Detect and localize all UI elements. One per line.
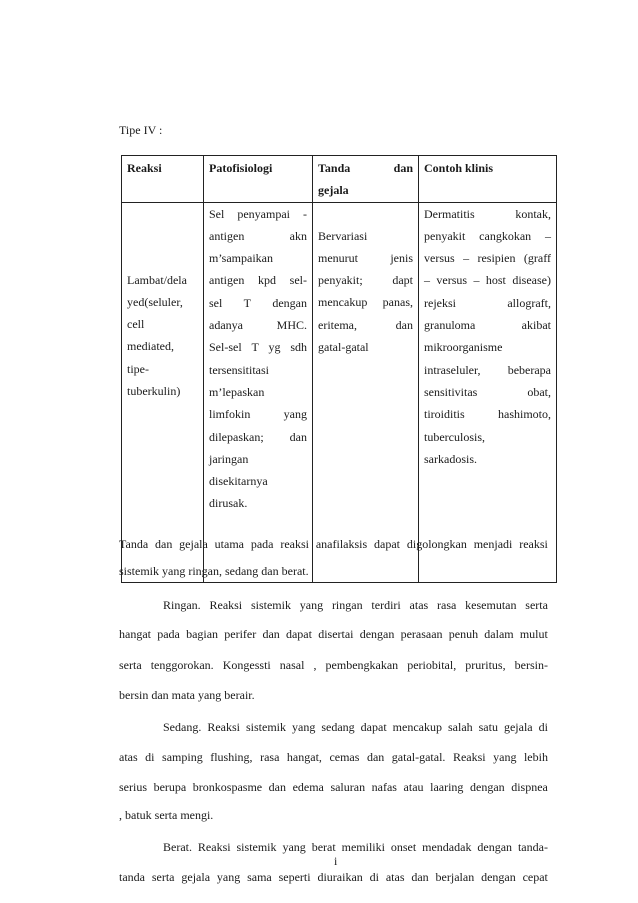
paragraph-line bbox=[119, 538, 548, 550]
word: laaring bbox=[430, 780, 464, 794]
word: edema bbox=[292, 780, 324, 794]
cell-line bbox=[209, 292, 307, 314]
word: yang bbox=[282, 840, 306, 854]
cell-contoh-klinis bbox=[419, 202, 557, 582]
word: granuloma bbox=[424, 318, 476, 333]
word: Kongessti bbox=[222, 658, 271, 672]
paragraph-line: , batuk serta mengi. bbox=[119, 808, 214, 822]
word: Sedang. bbox=[163, 720, 202, 734]
word: digolongkan bbox=[406, 537, 467, 551]
word: dapat bbox=[285, 627, 312, 641]
word: anafilaksis bbox=[315, 537, 368, 551]
patofisiologi-text bbox=[209, 203, 307, 515]
word: bronkospasme bbox=[192, 780, 263, 794]
word: gatal-gatal. bbox=[391, 750, 446, 764]
paragraph-line bbox=[163, 721, 548, 733]
word: Ringan. bbox=[163, 598, 201, 612]
word: obat, bbox=[527, 384, 551, 399]
word: disertai bbox=[318, 627, 354, 641]
cell-line: sarkadosis. bbox=[424, 451, 477, 466]
header-reaksi: Reaksi bbox=[122, 156, 204, 203]
word: atau bbox=[403, 780, 424, 794]
cell-line bbox=[209, 314, 307, 336]
cell-line bbox=[318, 314, 413, 336]
word: T bbox=[251, 340, 259, 355]
word: Tanda bbox=[119, 537, 149, 551]
word: Reaksi bbox=[197, 840, 231, 854]
header-patofisiologi: Patofisiologi bbox=[204, 156, 313, 203]
word: versus bbox=[424, 251, 455, 266]
word: diuraikan bbox=[317, 870, 363, 884]
word: bersin- bbox=[514, 658, 548, 672]
word: Reaksi bbox=[207, 720, 240, 734]
cell-line bbox=[424, 203, 551, 225]
table-header-row bbox=[122, 156, 557, 203]
word: – bbox=[424, 273, 430, 288]
word: dan bbox=[262, 627, 280, 641]
word: dan bbox=[411, 870, 429, 884]
cell-line bbox=[209, 426, 307, 448]
word: dengan bbox=[470, 780, 505, 794]
word: reaksi bbox=[519, 537, 548, 551]
cell-line: Lambat/dela bbox=[127, 272, 187, 287]
word: gejala bbox=[179, 537, 208, 551]
word: sistemik bbox=[236, 840, 277, 854]
cell-line: m’lepaskan bbox=[209, 384, 265, 399]
word: jenis bbox=[390, 250, 413, 265]
word: di bbox=[538, 720, 548, 734]
cell-line: tersensititasi bbox=[209, 362, 269, 377]
word: gejala bbox=[503, 720, 533, 734]
word: di bbox=[369, 870, 379, 884]
cell-line bbox=[209, 269, 307, 291]
word: tenggorokan. bbox=[150, 658, 214, 672]
cell-line: mikroorganisme bbox=[424, 340, 503, 355]
word: satu bbox=[478, 720, 498, 734]
cell-line bbox=[209, 336, 307, 358]
cell-patofisiologi bbox=[204, 202, 313, 582]
word: sdh bbox=[290, 340, 307, 355]
word: – bbox=[463, 251, 470, 266]
word: sedang bbox=[321, 720, 355, 734]
word: mencakup bbox=[318, 295, 368, 310]
reaksi-text bbox=[127, 269, 198, 403]
word: Dermatitis bbox=[424, 206, 475, 221]
word: antigen bbox=[209, 228, 245, 243]
word: dan bbox=[268, 780, 286, 794]
word: kontak, bbox=[515, 206, 551, 221]
word: menurut bbox=[318, 250, 358, 265]
word: T bbox=[243, 295, 252, 310]
word: - bbox=[303, 206, 307, 221]
word: tanda- bbox=[517, 840, 548, 854]
word: utama bbox=[214, 537, 244, 551]
word: yang bbox=[283, 407, 307, 422]
word: dan bbox=[289, 429, 307, 444]
word: sensitivitas bbox=[424, 384, 478, 399]
cell-line bbox=[424, 269, 551, 291]
table-row bbox=[122, 202, 557, 582]
word: dilepaskan; bbox=[209, 429, 264, 444]
word: seperti bbox=[278, 870, 311, 884]
word: Sel bbox=[209, 206, 225, 221]
paragraph-line bbox=[119, 871, 548, 883]
word: rasa bbox=[437, 598, 457, 612]
word: kpd bbox=[258, 273, 276, 288]
word: yang bbox=[493, 750, 517, 764]
word: antigen bbox=[209, 273, 245, 288]
word: sel- bbox=[289, 273, 307, 288]
word: penyakit; bbox=[318, 273, 363, 288]
cell-line bbox=[424, 292, 551, 314]
word: terdiri bbox=[371, 598, 401, 612]
word: sistemik bbox=[246, 720, 287, 734]
cell-line bbox=[424, 247, 551, 269]
cell-line: gatal-gatal bbox=[318, 340, 369, 355]
word: pembengkakan bbox=[325, 658, 399, 672]
word: yg bbox=[268, 340, 281, 355]
word: atas bbox=[409, 598, 429, 612]
paragraph-line: bersin dan mata yang berair. bbox=[119, 688, 255, 702]
word: sama bbox=[247, 870, 272, 884]
word: sel bbox=[209, 295, 223, 310]
word: – bbox=[473, 273, 480, 288]
cell-line: dirusak. bbox=[209, 496, 248, 511]
word: nasal bbox=[279, 658, 305, 672]
word: hangat bbox=[119, 627, 151, 641]
word: di bbox=[145, 750, 155, 764]
word: – bbox=[545, 228, 551, 243]
word: hashimoto, bbox=[498, 407, 551, 422]
word: dalam bbox=[484, 627, 514, 641]
word: flushing, bbox=[210, 750, 253, 764]
word: ringan bbox=[331, 598, 363, 612]
word: eritema, bbox=[318, 317, 357, 332]
word: dengan bbox=[359, 627, 395, 641]
word: penuh bbox=[448, 627, 479, 641]
word: berupa bbox=[153, 780, 187, 794]
paragraph-line bbox=[119, 659, 548, 671]
word: bagian bbox=[186, 627, 219, 641]
word: resipien bbox=[477, 251, 516, 266]
word: periobital, bbox=[407, 658, 457, 672]
word: pruritus, bbox=[465, 658, 506, 672]
word: berjalan bbox=[435, 870, 475, 884]
paragraph-line bbox=[163, 841, 548, 853]
cell-line bbox=[424, 225, 551, 247]
word: atas bbox=[119, 750, 138, 764]
word: cangkokan bbox=[479, 228, 532, 243]
cell-line: tuberculosis, bbox=[424, 429, 485, 444]
word: dan bbox=[366, 750, 385, 764]
word: rasa bbox=[260, 750, 280, 764]
cell-line bbox=[209, 203, 307, 225]
word: rejeksi bbox=[424, 295, 456, 310]
word: (graff bbox=[523, 251, 551, 266]
word: Tanda bbox=[318, 161, 351, 175]
paragraph-line: sistemik yang ringan, sedang dan berat. bbox=[119, 564, 309, 578]
word: tanda bbox=[119, 870, 145, 884]
cell-line: tipe- bbox=[127, 361, 149, 376]
cell-reaksi bbox=[122, 202, 204, 582]
word: mendadak bbox=[422, 840, 472, 854]
header-tanda-gejala-line1 bbox=[318, 157, 413, 179]
cell-line bbox=[209, 225, 307, 247]
word: reaksi bbox=[280, 537, 309, 551]
word: cemas bbox=[329, 750, 360, 764]
cell-tanda-gejala bbox=[313, 202, 419, 582]
word: disease) bbox=[512, 273, 551, 288]
word: , bbox=[313, 658, 317, 672]
word: panas, bbox=[382, 295, 413, 310]
cell-line bbox=[318, 291, 413, 313]
cell-line bbox=[424, 403, 551, 425]
word: sistemik bbox=[250, 598, 291, 612]
word: intraseluler, bbox=[424, 362, 481, 377]
word: dan bbox=[155, 537, 173, 551]
cell-line bbox=[424, 314, 551, 336]
word: atas bbox=[385, 870, 405, 884]
cell-line: mediated, bbox=[127, 339, 174, 354]
word: limfokin bbox=[209, 407, 251, 422]
word: hangat, bbox=[286, 750, 322, 764]
header-contoh-klinis: Contoh klinis bbox=[419, 156, 557, 203]
word: beberapa bbox=[507, 362, 551, 377]
page-number: i bbox=[334, 854, 338, 868]
word: serta bbox=[119, 658, 142, 672]
word: Berat. bbox=[163, 840, 192, 854]
word: saluran bbox=[330, 780, 366, 794]
cell-line: m’sampaikan bbox=[209, 251, 273, 266]
gejala-text bbox=[318, 225, 413, 359]
cell-line: tuberkulin) bbox=[127, 384, 181, 399]
cell-line bbox=[318, 269, 413, 291]
word: cepat bbox=[522, 870, 548, 884]
word: salah bbox=[447, 720, 473, 734]
word: dapat bbox=[360, 720, 387, 734]
word: lebih bbox=[523, 750, 548, 764]
word: Sel-sel bbox=[209, 340, 242, 355]
word: pada bbox=[250, 537, 274, 551]
header-tanda-gejala bbox=[313, 156, 419, 203]
word: host bbox=[485, 273, 506, 288]
word: memiliki bbox=[341, 840, 385, 854]
word: allograft, bbox=[507, 295, 551, 310]
klinis-text bbox=[424, 203, 551, 471]
word: pada bbox=[157, 627, 180, 641]
word: dengan bbox=[477, 840, 513, 854]
word: yang bbox=[216, 870, 241, 884]
word: dan bbox=[395, 317, 413, 332]
cell-line: yed(seluler, bbox=[127, 294, 183, 309]
word: dispnea bbox=[511, 780, 548, 794]
word: penyakit bbox=[424, 228, 466, 243]
word: dengan bbox=[272, 295, 307, 310]
word: menjadi bbox=[473, 537, 513, 551]
paragraph-line bbox=[119, 751, 548, 763]
word: Reaksi bbox=[209, 598, 243, 612]
word: MHC. bbox=[276, 318, 307, 333]
word: serta bbox=[151, 870, 175, 884]
hypersensitivity-table bbox=[121, 155, 557, 583]
word: kesemutan bbox=[465, 598, 517, 612]
cell-line bbox=[424, 359, 551, 381]
word: akn bbox=[289, 228, 307, 243]
word: serius bbox=[119, 780, 147, 794]
word: dapt bbox=[392, 273, 413, 288]
cell-line: cell bbox=[127, 317, 145, 332]
word: nafas bbox=[371, 780, 397, 794]
word: penyampai bbox=[237, 206, 290, 221]
cell-line bbox=[424, 381, 551, 403]
word: samping bbox=[162, 750, 203, 764]
word: dengan bbox=[481, 870, 516, 884]
word: onset bbox=[390, 840, 417, 854]
word: Reaksi bbox=[452, 750, 486, 764]
word: adanya bbox=[209, 318, 243, 333]
word: tiroiditis bbox=[424, 407, 465, 422]
cell-line: Bervariasi bbox=[318, 228, 368, 243]
paragraph-line bbox=[119, 628, 548, 640]
word: gejala bbox=[181, 870, 211, 884]
word: perifer bbox=[224, 627, 257, 641]
cell-line bbox=[318, 247, 413, 269]
word: akibat bbox=[521, 318, 551, 333]
paragraph-line bbox=[119, 781, 548, 793]
word: yang bbox=[299, 598, 324, 612]
word: versus bbox=[436, 273, 468, 288]
word: mulut bbox=[519, 627, 548, 641]
word: berat bbox=[311, 840, 336, 854]
word: mencakup bbox=[392, 720, 442, 734]
cell-line: disekitarnya bbox=[209, 474, 268, 489]
word: yang bbox=[292, 720, 316, 734]
word: perasaan bbox=[400, 627, 443, 641]
word: dan bbox=[393, 161, 413, 175]
cell-line bbox=[209, 403, 307, 425]
cell-line: jaringan bbox=[209, 451, 249, 466]
paragraph-line bbox=[163, 599, 548, 611]
header-tanda-gejala-line2: gejala bbox=[318, 183, 349, 198]
word: dapat bbox=[374, 537, 401, 551]
section-heading: Tipe IV : bbox=[119, 123, 163, 137]
word: serta bbox=[525, 598, 548, 612]
